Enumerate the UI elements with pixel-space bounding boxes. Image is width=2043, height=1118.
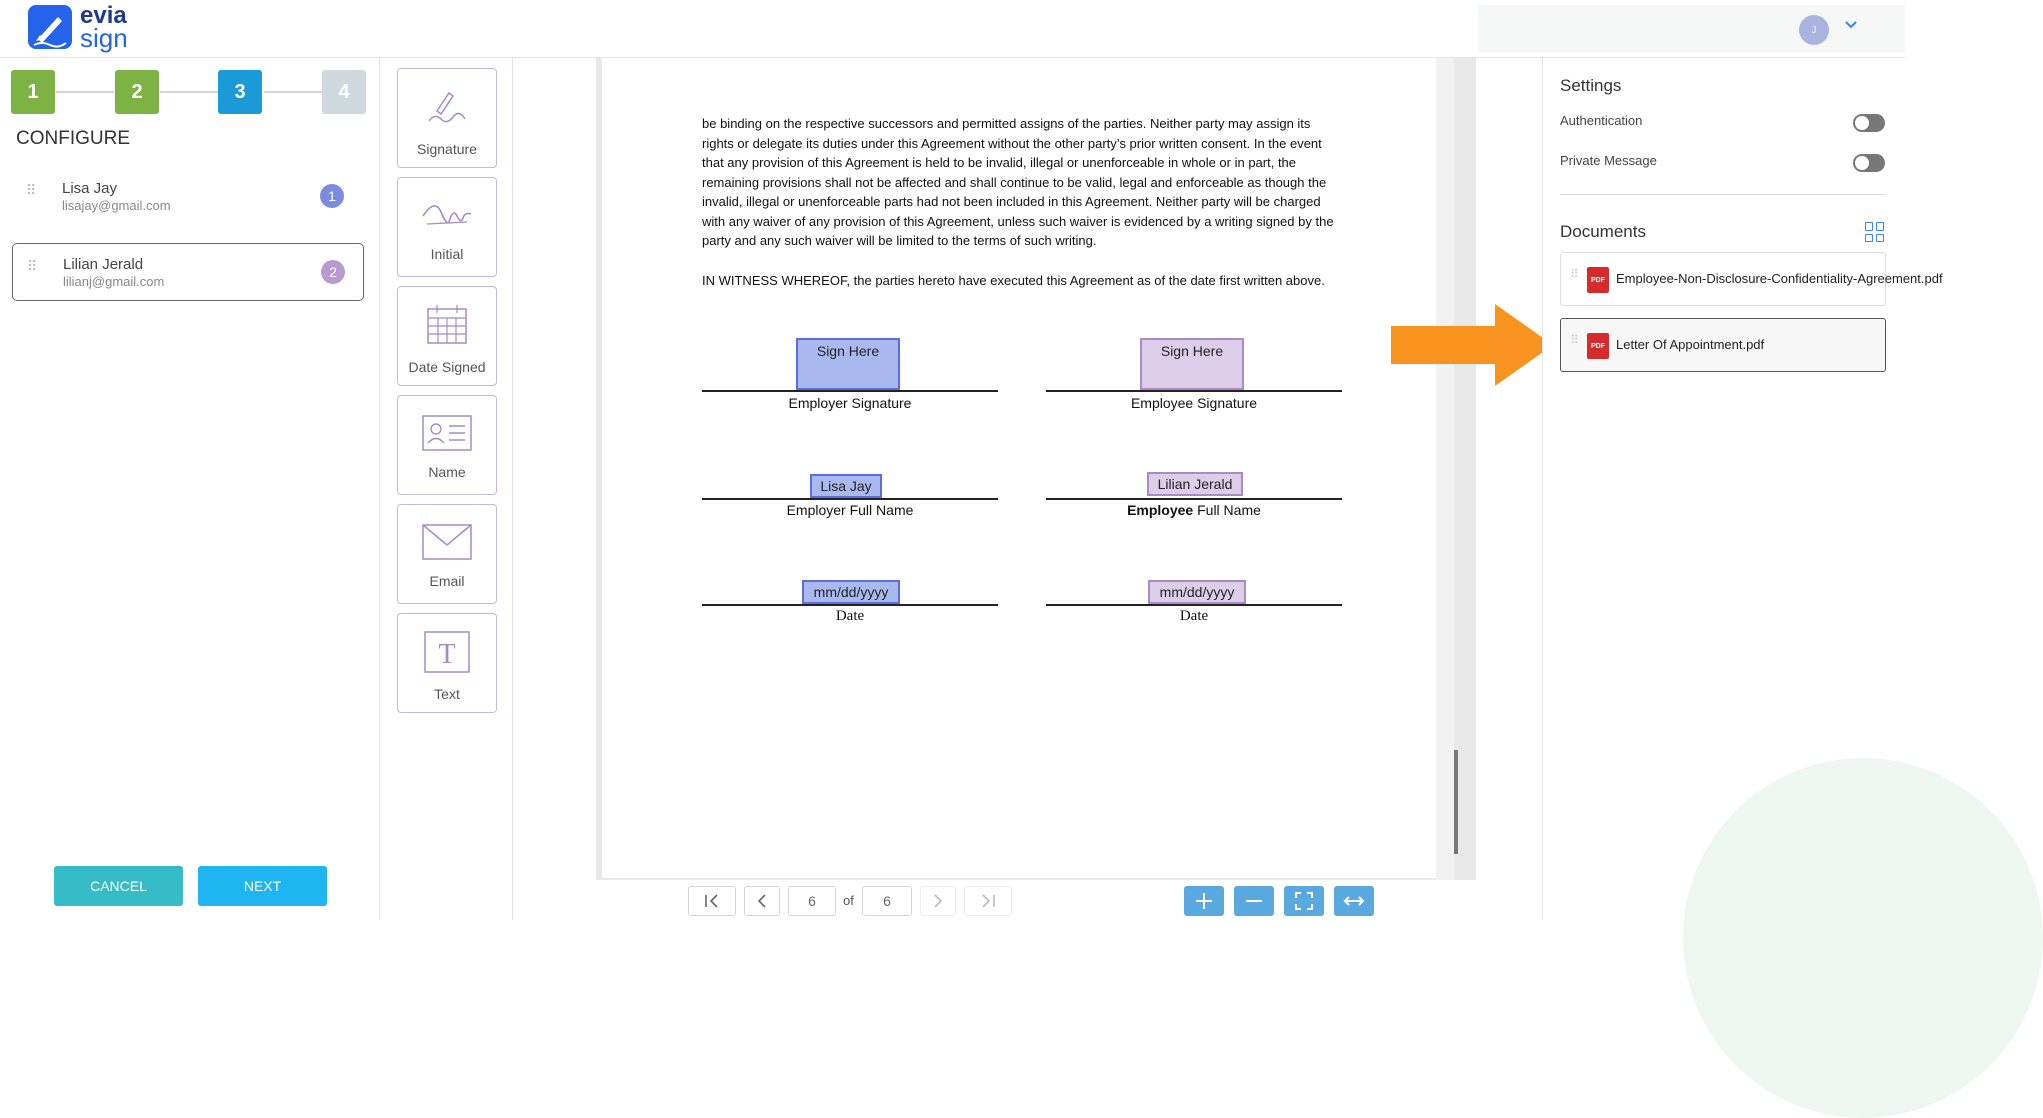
recipient-item-1[interactable] xyxy=(12,168,364,226)
minus-icon xyxy=(1245,892,1263,910)
drag-handle-icon[interactable]: ⠿ xyxy=(1570,333,1579,347)
chevron-right-icon xyxy=(933,894,943,908)
text-icon xyxy=(398,630,496,674)
authentication-label: Authentication xyxy=(1560,113,1643,128)
previous-page-button[interactable] xyxy=(744,886,780,916)
chevron-left-icon xyxy=(757,894,767,908)
private-message-label: Private Message xyxy=(1560,153,1657,168)
step-connector xyxy=(160,91,218,93)
employee-date-label: Date xyxy=(1179,608,1209,624)
employee-full-name-label xyxy=(1046,502,1342,518)
last-page-button[interactable] xyxy=(964,886,1012,916)
chevron-down-icon[interactable] xyxy=(1844,18,1858,37)
fullscreen-icon xyxy=(1295,892,1313,910)
employer-full-name-label: Employer Full Name xyxy=(786,502,914,518)
avatar[interactable]: J xyxy=(1799,15,1829,45)
signature-line xyxy=(1046,604,1342,606)
step-connector xyxy=(264,91,322,93)
initial-field-tool[interactable] xyxy=(397,177,497,277)
recipient-item-2[interactable] xyxy=(12,243,364,301)
pdf-icon: PDF xyxy=(1587,333,1609,359)
first-page-button[interactable] xyxy=(688,886,736,916)
document-paragraph: be binding on the respective successors and permitted assigns of the parties. Neither party may assign its rights or delegate its duties under this Agreement without the other party’s prior written consent. In the event that any provision of this Agreement is held to be invalid, illegal or unenforceable in whole or in part, the remaining provisions shall not be affected and shall continue to be valid, legal and enforceable as though the invalid, illegal or unenforceable parts had not been included in this Agreement. Neither party will be charged with any waiver of any provision of this Agreement, unless such waiver is evidenced by a writing signed by the party and any such waiver will be limited to the terms of such writing. xyxy=(702,116,1334,248)
cancel-button[interactable]: CANCEL xyxy=(54,866,183,906)
document-page xyxy=(602,58,1436,878)
field-label: Initial xyxy=(430,246,464,262)
recipient-order-badge: 2 xyxy=(321,260,345,284)
vertical-scrollbar-thumb[interactable] xyxy=(1454,750,1458,854)
drag-handle-icon[interactable]: ⠿ xyxy=(26,182,35,198)
logo-line-2: sign xyxy=(80,23,128,53)
settings-title: Settings xyxy=(1560,76,1622,95)
fit-width-button[interactable] xyxy=(1334,886,1374,916)
text-field-tool[interactable] xyxy=(397,613,497,713)
header-right-area xyxy=(1478,5,1905,53)
employee-date-field[interactable]: mm/dd/yyyy xyxy=(1148,580,1246,604)
employee-name-field[interactable]: Lilian Jerald xyxy=(1147,472,1243,496)
recipient-name: Lisa Jay xyxy=(62,180,118,197)
documents-title: Documents xyxy=(1560,222,1646,241)
horizontal-arrows-icon xyxy=(1343,894,1365,908)
document-viewer xyxy=(514,58,1542,920)
fit-page-button[interactable] xyxy=(1284,886,1324,916)
private-message-toggle[interactable] xyxy=(1853,154,1885,172)
document-paragraph: IN WITNESS WHEREOF, the parties hereto have executed this Agreement as of the date first written above. xyxy=(702,273,1325,288)
id-card-icon xyxy=(398,412,496,452)
date-signed-field-tool[interactable] xyxy=(397,286,497,386)
zoom-in-button[interactable] xyxy=(1184,886,1224,916)
pen-logo-icon xyxy=(28,5,72,49)
recipient-name: Lilian Jerald xyxy=(63,256,144,273)
settings-panel xyxy=(1542,58,1943,920)
svg-text:T: T xyxy=(438,639,456,670)
signature-icon xyxy=(398,85,496,125)
total-pages-field: 6 xyxy=(862,886,912,916)
signature-line xyxy=(702,604,998,606)
logo-wordmark xyxy=(80,2,128,53)
step-connector xyxy=(56,91,114,93)
employee-bold-text: Employee xyxy=(1127,502,1194,518)
signature-field-tool[interactable] xyxy=(397,68,497,168)
recipient-email: lilianj@gmail.com xyxy=(63,274,165,289)
logo-line-1: evia xyxy=(80,2,127,29)
top-bar xyxy=(0,0,1905,58)
configure-heading: CONFIGURE xyxy=(16,128,130,149)
employee-signature-label: Employee Signature xyxy=(1130,395,1258,411)
step-3[interactable]: 3 xyxy=(218,70,262,114)
name-field-tool[interactable] xyxy=(397,395,497,495)
employer-name-field[interactable]: Lisa Jay xyxy=(810,474,882,498)
divider xyxy=(1560,194,1885,195)
page-number-input[interactable]: 6 xyxy=(788,886,836,916)
plus-icon xyxy=(1195,892,1213,910)
employee-sign-here-field[interactable]: Sign Here xyxy=(1140,338,1244,390)
step-1[interactable]: 1 xyxy=(11,70,55,114)
envelope-icon xyxy=(398,521,496,561)
step-4[interactable]: 4 xyxy=(322,70,366,114)
step-2[interactable]: 2 xyxy=(115,70,159,114)
field-label: Email xyxy=(429,573,465,589)
recipient-email: lisajay@gmail.com xyxy=(62,198,171,213)
signature-line xyxy=(1046,390,1342,392)
field-label: Text xyxy=(434,686,460,702)
app-logo[interactable] xyxy=(28,2,128,53)
signature-line xyxy=(1046,498,1342,500)
next-page-button[interactable] xyxy=(920,886,956,916)
employer-signature-label: Employer Signature xyxy=(788,395,912,411)
pdf-icon: PDF xyxy=(1587,267,1609,293)
employer-date-label: Date xyxy=(835,608,865,624)
authentication-toggle[interactable] xyxy=(1853,114,1885,132)
signature-line xyxy=(702,498,998,500)
zoom-out-button[interactable] xyxy=(1234,886,1274,916)
email-field-tool[interactable] xyxy=(397,504,497,604)
recipient-order-badge: 1 xyxy=(320,184,344,208)
drag-handle-icon[interactable]: ⠿ xyxy=(27,258,36,274)
page-of-label: of xyxy=(843,893,854,908)
orange-arrow-annotation xyxy=(1391,304,1553,391)
page-scroll-area[interactable] xyxy=(596,58,1476,880)
document-name: Employee-Non-Disclosure-Confidentiality-Agreement.pdf xyxy=(1616,271,1943,286)
fields-toolbox xyxy=(381,58,513,920)
employer-sign-here-field[interactable]: Sign Here xyxy=(796,338,900,390)
document-item[interactable] xyxy=(1560,252,1943,306)
drag-handle-icon[interactable]: ⠿ xyxy=(1570,267,1579,281)
field-label: Signature xyxy=(417,141,477,157)
vertical-scrollbar-track[interactable] xyxy=(1436,58,1454,880)
next-button[interactable]: NEXT xyxy=(198,866,327,906)
field-label: Date Signed xyxy=(408,359,486,375)
calendar-icon xyxy=(398,303,496,347)
document-item-selected[interactable] xyxy=(1560,318,1886,372)
last-page-icon xyxy=(980,894,996,908)
document-name: Letter Of Appointment.pdf xyxy=(1616,337,1765,352)
initial-icon xyxy=(398,194,496,230)
signature-line xyxy=(702,390,998,392)
recipients-panel xyxy=(0,58,380,920)
decorative-background xyxy=(1683,758,2043,1118)
grid-view-icon[interactable] xyxy=(1865,222,1885,242)
full-name-text: Full Name xyxy=(1193,502,1261,518)
field-label: Name xyxy=(428,464,466,480)
first-page-icon xyxy=(704,894,720,908)
employer-date-field[interactable]: mm/dd/yyyy xyxy=(802,580,900,604)
